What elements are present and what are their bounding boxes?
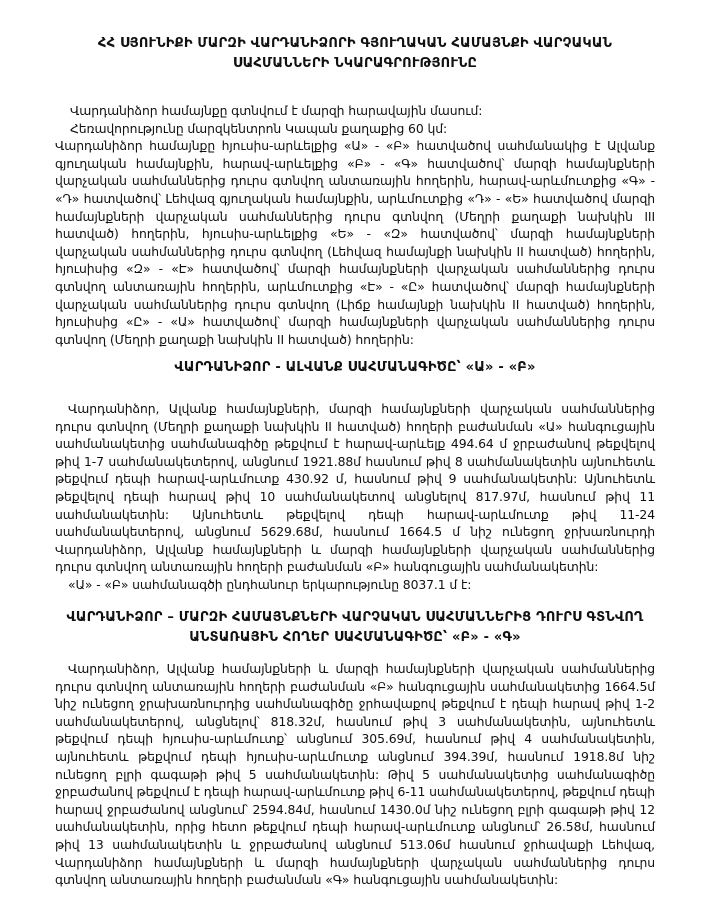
document-title: ՀՀ ՍՅՈՒՆԻՔԻ ՄԱՐԶԻ ՎԱՐԴԱՆԻՁՈՐԻ ԳՅՈՒՂԱԿԱՆ ՀԱՄԱՅՆՔԻ ՎԱՐՉԱԿԱՆ ՍԱՀՄԱՆՆԵՐԻ ՆԿԱՐԱԳՐՈՒԹՅՈՒՆԸ [97,36,613,71]
section-bg-heading: ՎԱՐԴԱՆԻՁՈՐ – ՄԱՐԶԻ ՀԱՄԱՅՆՔՆԵՐԻ ՎԱՐՉԱԿԱՆ ՍԱՀՄԱՆՆԵՐԻՑ ԴՈՒՐՍ ԳՏՆՎՈՂ ԱՆՏԱՌԱՅԻՆ ՀՈՂԵՐ ՍԱՀՄԱՆԱԳԻԾԸ՝ «Բ» - «Գ» [66,610,644,645]
section-ab [55,400,655,594]
intro-location: Վարդանիձոր համայնքը գտնվում է մարզի հարավային մասում: [70,103,483,118]
section-bg [55,660,655,889]
section-bg-text: Վարդանիձոր, Ալվանք համայնքների և մարզի համայնքների վարչական սահմաններից դուրս գտնվող անտառային հողերի բաժանման «Բ» հանգուցային սահմանակետից 1664.5մ նիշ ունեցող ջրախառնուրդից սահմանագիծը ջրհավաքով թեքվում է դեպի հարավ թիվ 1-2 սահմանակետերով, անցնելով՝ 818.32մ, հասնում թիվ 3 սահմանակետին, այնուհետև թեքվում դեպի հյուսիս-արևմուտք՝ անցնում 305.69մ, հասնում թիվ 4 սահմանակետին, այնուհետև թեքվում դեպի հյուսիս-արևմուտք անցնում 394.39մ, հասնում 1918.8մ նիշ ունեցող բլրի գագաթի թիվ 5 սահմանակետին: Թիվ 5 սահմանակետից սահմանագիծը ջրբաժանով թեքվում է դեպի հարավ-արևմուտք թիվ 6-11 սահմանակետերով, թեքվում դեպի հարավ ջրբաժանով անցնում՝ 2594.84մ, հասնում 1430.0մ նիշ ունեցող բլրի գագաթի թիվ 12 սահմանակետին, որից հետո թեքվում դեպի հարավ-արևմուտք անցնում՝ 26.58մ, հասնում թիվ 13 սահմանակետին և ջրբաժանով անցնում 513.06մ հասնում ջրհավաքի Լեհվազ, Վարդանիձոր համայնքների և մարզի համայնքների վարչական սահմաններից դուրս գտնվող անտառային հողերի բաժանման «Գ» հանգուցային սահմանակետին: [55,661,655,888]
section-ab-text: Վարդանիձոր, Ալվանք համայնքների, մարզի համայնքների վարչական սահմաններից դուրս գտնվող (Մեղրի քաղաքի նախկին II հատված) հողերի բաժանման «Ա» հանգուցային սահմանակետից սահմանագիծը թեքվում է հարավ-արևելք 494.64 մ ջրբաժանով թեքվելով թիվ 1-7 սահմանակետերով, անցնում 1921.88մ հասնում թիվ 8 սահմանակետին այնուհետև թեքվում դեպի հարավ-արևմուտք 430.92 մ, հասնում թիվ 9 սահմանակետին: Այնուհետև թեքվելով դեպի հարավ թիվ 10 սահմանակետով անցնելով 817.97մ, հասնում թիվ 11 սահմանակետին: Այնուհետև թեքվելով դեպի հարավ-արևմուտք թիվ 11-24 սահմանակետերով, անցնում 5629.68մ, հասնում 1664.5 մ նիշ ունեցող ջրխառնուրդի Վարդանիձոր, Ալվանք համայնքների և մարզի համայնքների վարչական սահմաններից դուրս գտնվող անտառային հողերի բաժանման «Բ» հանգուցային սահմանակետին: [55,401,655,575]
section-ab-total: «Ա» - «Բ» սահմանագծի ընդհանուր երկարությունը 8037.1 մ է: [68,576,472,592]
intro-section [55,102,655,348]
intro-distance: Հեռավորությունը մարզկենտրոն Կապան քաղաքից 60 կմ: [70,120,448,136]
section-ab-heading: ՎԱՐԴԱՆԻՁՈՐ - ԱԼՎԱՆՔ ՍԱՀՄԱՆԱԳԻԾԸ՝ «Ա» - «Բ» [174,360,536,375]
intro-borders: Վարդանիձոր համայնքը հյուսիս-արևելքից «Ա» - «Բ» հատվածով սահմանակից է Ալվանք գյուղական համայնքին, հարավ-արևելքից «Բ» - «Գ» հատվածով՝ մարզի համայնքների վարչական սահմաններից դուրս գտնվող անտառային հողերին, հարավ-արևմուտքից «Գ» - «Դ» հատվածով՝ Լեհվազ գյուղական համայնքին, արևմուտքից «Դ» - «Ե» հատվածով մարզի համայնքների վարչական սահմաններից դուրս գտնվող (Մեղրի քաղաքի նախկին III հատված) հողերին, հյուսիս-արևելքից «Ե» - «Զ» հատվածով՝ մարզի համայնքների վարչական սահմաններից դուրս գտնվող (Լեհվազ համայնքի նախկին II հատված) հողերին, հյուսիսից «Զ» - «Է» հատվածով՝ մարզի համայնքների վարչական սահմաններից դուրս գտնվող անտառային հողերին, արևմուտքից «Է» - «Ը» հատվածով՝ մարզի համայնքների վարչական սահմաններից դուրս գտնվող (Լիճք համայնքի նախկին II հատված) հողերին, հյուսիսից «Ը» - «Ա» հատվածով՝ մարզի համայնքների վարչական սահմաններից դուրս գտնվող (Մեղրի քաղաքի նախկին II հատված) հողերին: [55,138,655,347]
